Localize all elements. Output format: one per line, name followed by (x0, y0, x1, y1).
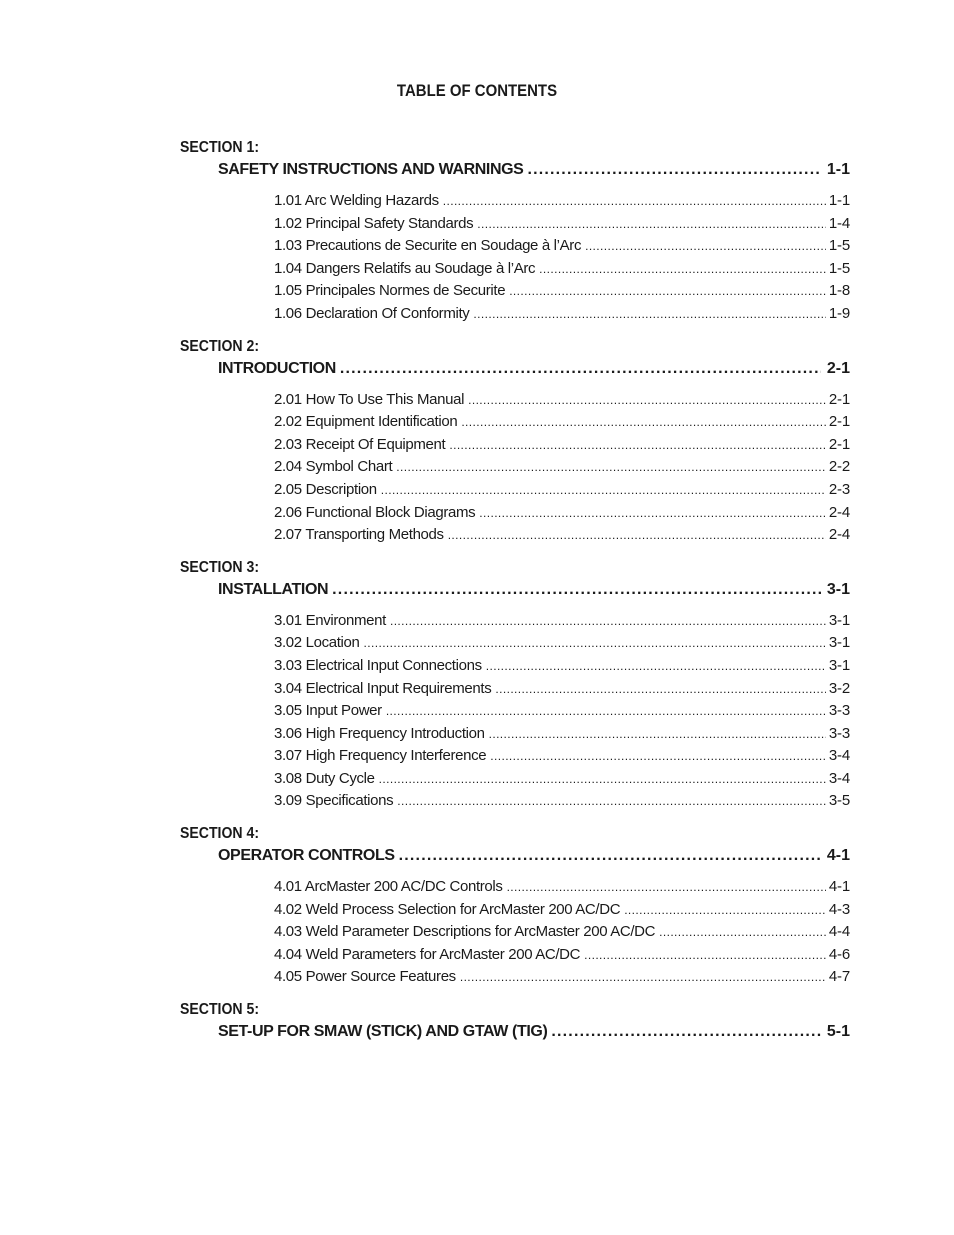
toc-entry-link[interactable] (274, 944, 850, 967)
dot-leader (507, 876, 826, 899)
dot-leader (479, 502, 826, 525)
toc-title: TABLE OF CONTENTS (396, 81, 558, 100)
dot-leader (460, 966, 826, 989)
dot-leader (551, 1021, 821, 1043)
toc-entry-link[interactable] (274, 479, 850, 502)
entry-title: 4.01 ArcMaster 200 AC/DC Controls (274, 878, 503, 896)
toc-section (180, 336, 850, 547)
dot-leader (379, 768, 826, 791)
section-label: SECTION 2: (180, 337, 260, 355)
toc-entry-link[interactable] (274, 700, 850, 723)
dot-leader (381, 479, 826, 502)
section-heading-link[interactable] (218, 358, 850, 380)
dot-leader (399, 845, 821, 867)
toc-section (180, 999, 850, 1043)
toc-entry-link[interactable] (274, 411, 850, 434)
entry-title: 2.02 Equipment Identification (274, 413, 458, 431)
section-title: SET-UP FOR SMAW (STICK) AND GTAW (TIG) (218, 1023, 548, 1041)
entry-page-number: 2-4 (828, 503, 850, 521)
section-entry-list (274, 389, 850, 547)
section-title: SAFETY INSTRUCTIONS AND WARNINGS (218, 161, 524, 178)
section-label: SECTION 1: (180, 139, 260, 156)
section-label: SECTION 4: (180, 825, 260, 843)
entry-page-number: 1-1 (828, 192, 850, 209)
toc-entry-link[interactable] (274, 502, 850, 525)
section-heading-link[interactable] (218, 159, 850, 181)
section-page-number: 1-1 (826, 161, 850, 178)
entry-page-number: 2-1 (828, 435, 850, 453)
dot-leader (539, 258, 826, 281)
entry-title: 3.07 High Frequency Interference (274, 747, 487, 765)
entry-title: 1.01 Arc Welding Hazards (274, 192, 439, 209)
toc-section (180, 137, 850, 326)
dot-leader (443, 190, 826, 213)
dot-leader (396, 456, 826, 479)
toc-section (180, 823, 850, 989)
entry-title: 3.08 Duty Cycle (274, 769, 375, 787)
entry-page-number: 4-1 (828, 878, 850, 896)
entry-page-number: 1-5 (828, 259, 850, 277)
entry-title: 1.05 Principales Normes de Securite (274, 282, 506, 300)
toc-section (180, 557, 850, 813)
toc-entry-link[interactable] (274, 213, 850, 236)
entry-page-number: 3-1 (828, 611, 850, 629)
entry-title: 1.02 Principal Safety Standards (274, 214, 474, 232)
dot-leader (340, 358, 821, 380)
dot-leader (332, 579, 821, 601)
dot-leader (397, 790, 826, 813)
entry-title: 3.05 Input Power (274, 702, 382, 720)
toc-entry-link[interactable] (274, 768, 850, 791)
dot-leader (585, 235, 826, 258)
dot-leader (659, 921, 826, 944)
entry-title: 4.03 Weld Parameter Descriptions for ArcMaster 200 AC/DC (274, 923, 656, 941)
section-page-number: 2-1 (826, 359, 850, 377)
entry-title: 3.04 Electrical Input Requirements (274, 679, 492, 697)
section-heading-link[interactable] (218, 845, 850, 867)
entry-page-number: 1-9 (828, 304, 850, 322)
entry-title: 3.09 Specifications (274, 792, 394, 810)
toc-entry-link[interactable] (274, 258, 850, 281)
entry-page-number: 3-4 (828, 747, 850, 765)
dot-leader (477, 213, 826, 236)
section-label: SECTION 5: (180, 1001, 260, 1019)
entry-title: 2.07 Transporting Methods (274, 526, 444, 544)
entry-title: 2.06 Functional Block Diagrams (274, 503, 476, 521)
dot-leader (490, 745, 826, 768)
entry-title: 1.04 Dangers Relatifs au Soudage à l’Arc (274, 259, 536, 277)
table-of-contents (180, 137, 850, 1053)
section-entry-list (274, 610, 850, 813)
entry-page-number: 3-3 (828, 724, 850, 742)
dot-leader (509, 280, 826, 303)
toc-entry-link[interactable] (274, 280, 850, 303)
entry-page-number: 2-1 (828, 390, 850, 408)
toc-entry-link[interactable] (274, 190, 850, 213)
entry-title: 2.04 Symbol Chart (274, 458, 393, 476)
toc-entry-link[interactable] (274, 303, 850, 326)
dot-leader (468, 389, 826, 412)
entry-page-number: 4-7 (828, 968, 850, 986)
toc-entry-link[interactable] (274, 632, 850, 655)
entry-page-number: 3-1 (828, 634, 850, 652)
dot-leader (364, 632, 826, 655)
entry-page-number: 3-1 (828, 656, 850, 674)
toc-entry-link[interactable] (274, 899, 850, 922)
entry-page-number: 1-5 (828, 237, 850, 255)
section-heading-link[interactable] (218, 579, 850, 601)
entry-title: 3.06 High Frequency Introduction (274, 724, 485, 742)
entry-title: 1.03 Precautions de Securite en Soudage à l’Arc (274, 237, 582, 255)
toc-entry-link[interactable] (274, 235, 850, 258)
toc-entry-link[interactable] (274, 389, 850, 412)
section-title: INSTALLATION (218, 580, 329, 598)
section-title: OPERATOR CONTROLS (218, 847, 395, 865)
toc-entry-link[interactable] (274, 524, 850, 547)
section-label: SECTION 3: (180, 558, 260, 576)
entry-title: 3.03 Electrical Input Connections (274, 656, 482, 674)
entry-page-number: 3-4 (828, 769, 850, 787)
entry-page-number: 2-2 (828, 458, 850, 476)
entry-title: 4.02 Weld Process Selection for ArcMaster 200 AC/DC (274, 900, 621, 918)
toc-entry-link[interactable] (274, 655, 850, 678)
dot-leader (584, 944, 826, 967)
dot-leader (489, 723, 826, 746)
entry-title: 3.01 Environment (274, 611, 386, 629)
entry-page-number: 1-4 (828, 214, 850, 232)
dot-leader (449, 434, 826, 457)
toc-entry-link[interactable] (274, 678, 850, 701)
toc-entry-link[interactable] (274, 921, 850, 944)
entry-page-number: 4-6 (828, 945, 850, 963)
toc-entry-link[interactable] (274, 745, 850, 768)
entry-title: 2.03 Receipt Of Equipment (274, 435, 446, 453)
entry-page-number: 4-3 (828, 900, 850, 918)
dot-leader (390, 610, 826, 633)
dot-leader (527, 159, 820, 181)
toc-entry-link[interactable] (274, 610, 850, 633)
entry-title: 1.06 Declaration Of Conformity (274, 304, 470, 322)
dot-leader (448, 524, 826, 547)
entry-page-number: 3-3 (828, 702, 850, 720)
dot-leader (473, 303, 825, 326)
entry-page-number: 4-4 (828, 923, 850, 941)
entry-page-number: 2-1 (828, 413, 850, 431)
toc-entry-link[interactable] (274, 456, 850, 479)
entry-title: 2.01 How To Use This Manual (274, 390, 465, 408)
entry-page-number: 1-8 (828, 282, 850, 300)
toc-entry-link[interactable] (274, 790, 850, 813)
dot-leader (486, 655, 826, 678)
entry-page-number: 2-4 (828, 526, 850, 544)
toc-entry-link[interactable] (274, 966, 850, 989)
entry-page-number: 2-3 (828, 480, 850, 498)
section-page-number: 5-1 (826, 1023, 850, 1041)
entry-page-number: 3-5 (828, 792, 850, 810)
section-entry-list (274, 876, 850, 989)
entry-title: 2.05 Description (274, 480, 377, 498)
toc-entry-link[interactable] (274, 876, 850, 899)
dot-leader (624, 899, 826, 922)
section-heading-link[interactable] (218, 1021, 850, 1043)
entry-title: 3.02 Location (274, 634, 360, 652)
entry-page-number: 3-2 (828, 679, 850, 697)
section-title: INTRODUCTION (218, 359, 336, 377)
section-page-number: 3-1 (826, 580, 850, 598)
entry-title: 4.05 Power Source Features (274, 968, 456, 986)
toc-entry-link[interactable] (274, 723, 850, 746)
toc-entry-link[interactable] (274, 434, 850, 457)
section-page-number: 4-1 (826, 847, 850, 865)
dot-leader (386, 700, 826, 723)
entry-title: 4.04 Weld Parameters for ArcMaster 200 AC/DC (274, 945, 581, 963)
dot-leader (461, 411, 826, 434)
section-entry-list (274, 190, 850, 326)
dot-leader (495, 678, 826, 701)
